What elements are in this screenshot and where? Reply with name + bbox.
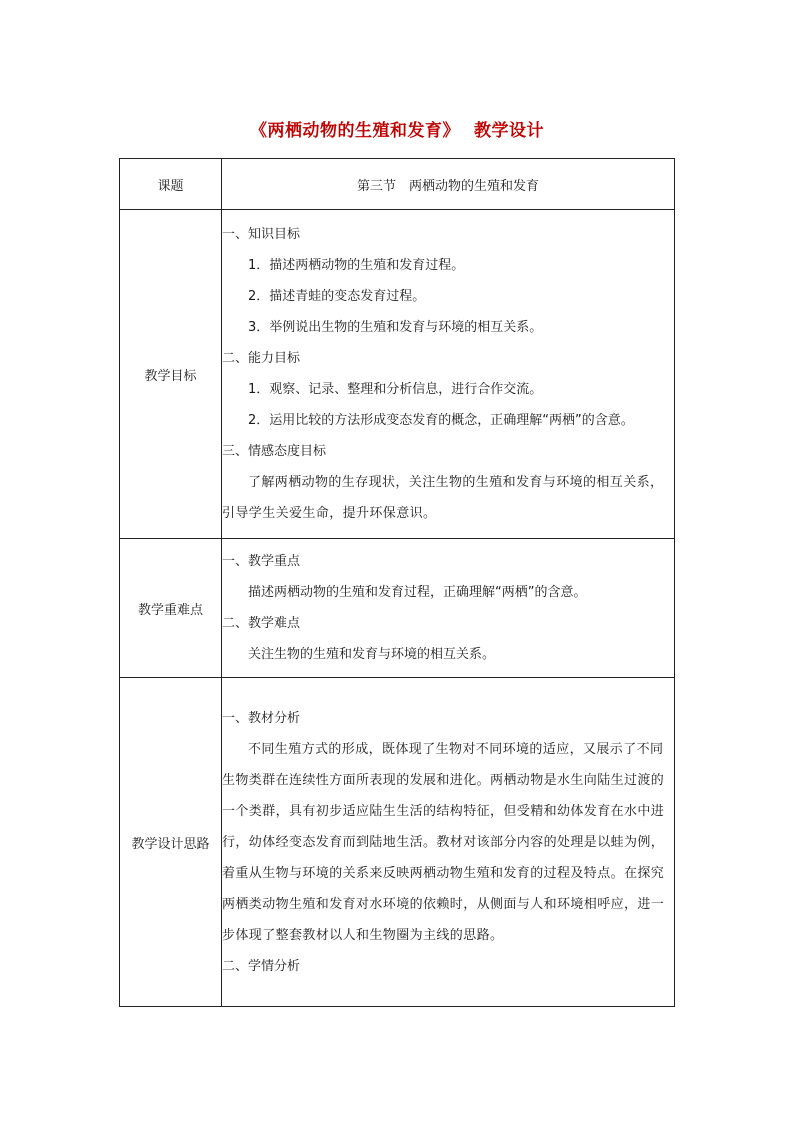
focus-text: 描述两栖动物的生殖和发育过程，正确理解“两栖”的含意。	[248, 585, 587, 600]
goals-label: 教学目标	[120, 210, 222, 539]
document-title-main: 《两栖动物的生殖和发育》	[250, 121, 460, 141]
lesson-plan-table	[119, 158, 675, 1007]
table-row-key-points	[120, 539, 675, 678]
ability-item: 2．运用比较的方法形成变态发育的概念，正确理解“两栖”的含意。	[248, 413, 634, 428]
document-title-suffix: 教学设计	[474, 121, 544, 141]
document-title	[0, 116, 794, 141]
knowledge-item: 1．描述两栖动物的生殖和发育过程。	[248, 258, 465, 273]
topic-label: 课题	[120, 159, 222, 210]
material-text: 不同生殖方式的形成，既体现了生物对不同环境的适应，又展示了不同生物类群在连续性方面所表现的发展和进化。两栖动物是水生向陆生过渡的一个类群，具有初步适应陆生生活的结构特征，但受精和幼体发育在水中进行，幼体经变态发育而到陆地生活。教材对该部分内容的处理是以蛙为例，着重从生物与环境的关系来反映两栖动物生殖和发育的过程及特点。在探究两栖类动物生殖和发育对水环境的依赖时，从侧面与人和环境相呼应，进一步体现了整套教材以人和生物圈为主线的思路。	[222, 741, 665, 943]
focus-heading: 一、教学重点	[222, 554, 301, 569]
student-heading: 二、学情分析	[222, 958, 301, 974]
difficulty-text: 关注生物的生殖和发育与环境的相互关系。	[248, 647, 496, 662]
knowledge-heading: 一、知识目标	[222, 227, 301, 242]
key-points-content	[222, 539, 675, 678]
knowledge-item: 2．描述青蛙的变态发育过程。	[248, 289, 426, 304]
goals-content	[222, 210, 675, 539]
material-heading: 一、教材分析	[222, 710, 301, 726]
design-content	[222, 678, 675, 1007]
ability-heading: 二、能力目标	[222, 351, 301, 366]
design-label: 教学设计思路	[120, 678, 222, 1007]
ability-item: 1．观察、记录、整理和分析信息，进行合作交流。	[248, 382, 543, 397]
table-row-design	[120, 678, 675, 1007]
topic-value: 第三节 两栖动物的生殖和发育	[222, 159, 675, 210]
table-row-goals	[120, 210, 675, 539]
difficulty-heading: 二、教学难点	[222, 616, 301, 631]
knowledge-item: 3．举例说出生物的生殖和发育与环境的相互关系。	[248, 320, 543, 335]
key-points-label: 教学重难点	[120, 539, 222, 678]
table-row-topic	[120, 159, 675, 210]
attitude-text: 了解两栖动物的生存现状，关注生物的生殖和发育与环境的相互关系，引导学生关爱生命，提升环保意识。	[222, 475, 664, 521]
attitude-heading: 三、情感态度目标	[222, 444, 327, 459]
